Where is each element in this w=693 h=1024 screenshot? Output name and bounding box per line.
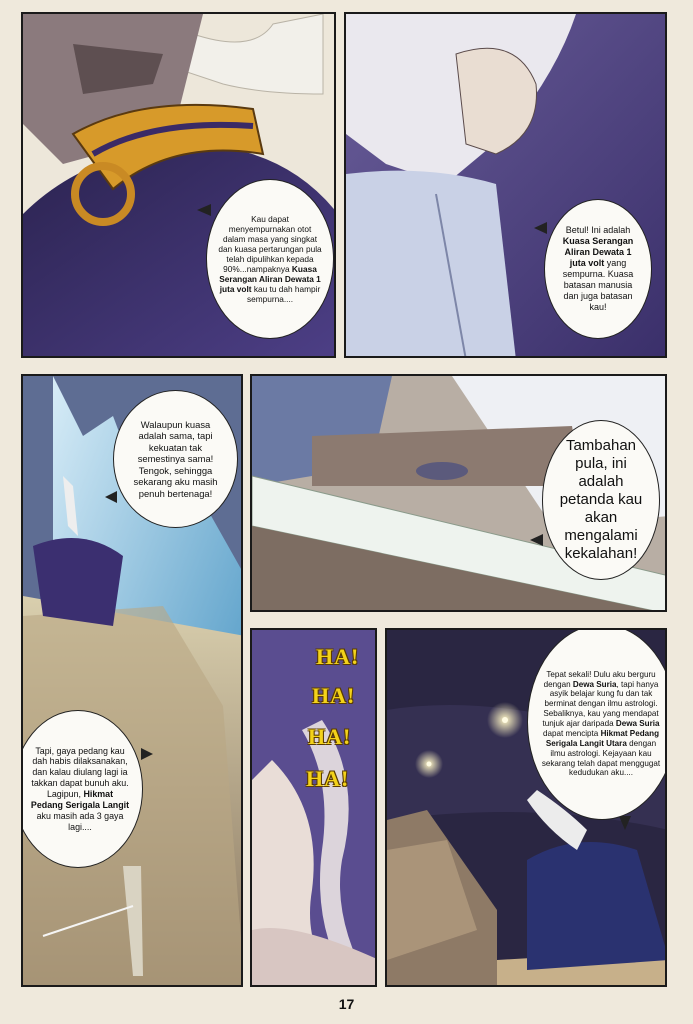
bubble-text: kau tu dah hampir sempurna....: [246, 284, 321, 305]
speech-bubble: [544, 199, 652, 339]
bubble-bold-text: Hikmat Pedang Serigala Langit Utara: [545, 728, 660, 748]
bubble-bold-text: Kuasa Serangan Aliran Dewata 1 juta volt: [562, 236, 634, 269]
bubble-text: Walaupun kuasa adalah sama, tapi kekuatan tak semestinya sama! Tengok, sehingga sekarang aku masih penuh bertenaga!: [133, 418, 218, 499]
bubble-bold-text: Dewa Suria: [572, 679, 617, 689]
bubble-tail: [105, 491, 117, 503]
bubble-text: yang sempurna. Kuasa batasan manusia dan juga batasan kau!: [562, 258, 634, 312]
bubble-tail: [619, 816, 631, 830]
bubble-tail: [534, 222, 547, 234]
speech-bubble: [206, 179, 334, 339]
laugh-sfx: HA!: [308, 724, 352, 749]
page-number: 17: [338, 996, 355, 1012]
bubble-text: Kau dapat menyempurnakan otot dalam masa yang singkat dan kuasa pertarungan pula telah dipulihkan kepada 90%...nampaknya: [218, 213, 322, 275]
bubble-text: Betul! Ini adalah: [565, 225, 631, 236]
bubble-text: Tambahan pula, ini adalah petanda kau akan mengalami kekalahan!: [559, 437, 643, 562]
bubble-text: Tepat sekali! Dulu aku berguru dengan: [543, 669, 656, 689]
bubble-bold-text: Dewa Suria: [615, 719, 660, 729]
bubble-text: dengan ilmu astrologi. Kejayaan kau sekarang telah dapat menggugat kedudukan aku....: [541, 738, 661, 778]
bubble-tail: [141, 748, 153, 760]
bubble-tail: [530, 534, 543, 546]
panel-cliff-scene: [21, 374, 243, 987]
bubble-bold-text: Kuasa Serangan Aliran Dewata 1 juta volt: [219, 264, 321, 295]
panel-laughter: [250, 628, 377, 987]
bubble-text: Tapi, gaya pedang kau dah habis dilaksanakan, dan kalau diulang lagi ia takkan dapat bunuh aku. Lagipun,: [31, 745, 129, 799]
bubble-bold-text: Hikmat Pedang Serigala Langit: [30, 789, 130, 810]
laugh-sfx: HA!: [306, 766, 350, 791]
laugh-sfx: HA!: [312, 683, 356, 708]
laugh-sfx: HA!: [316, 644, 360, 669]
panel-hero-profile: [344, 12, 667, 358]
panel-night-sky: [385, 628, 667, 987]
panel-eyes-closeup: [250, 374, 667, 612]
bubble-text: dapat mencipta: [542, 728, 599, 738]
speech-bubble: [527, 628, 667, 820]
speech-bubble-top: [113, 390, 238, 528]
panel-villain-closeup: [21, 12, 336, 358]
speech-bubble: [542, 420, 660, 580]
bubble-tail: [197, 204, 211, 216]
bubble-text: , tapi hanya asyik belajar kung fu dan tak berminat dengan ilmu astrologi. Sebaliknya, kau yang mendapat tunjuk ajar daripada: [542, 679, 659, 729]
bubble-text: aku masih ada 3 gaya lagi....: [36, 810, 124, 832]
